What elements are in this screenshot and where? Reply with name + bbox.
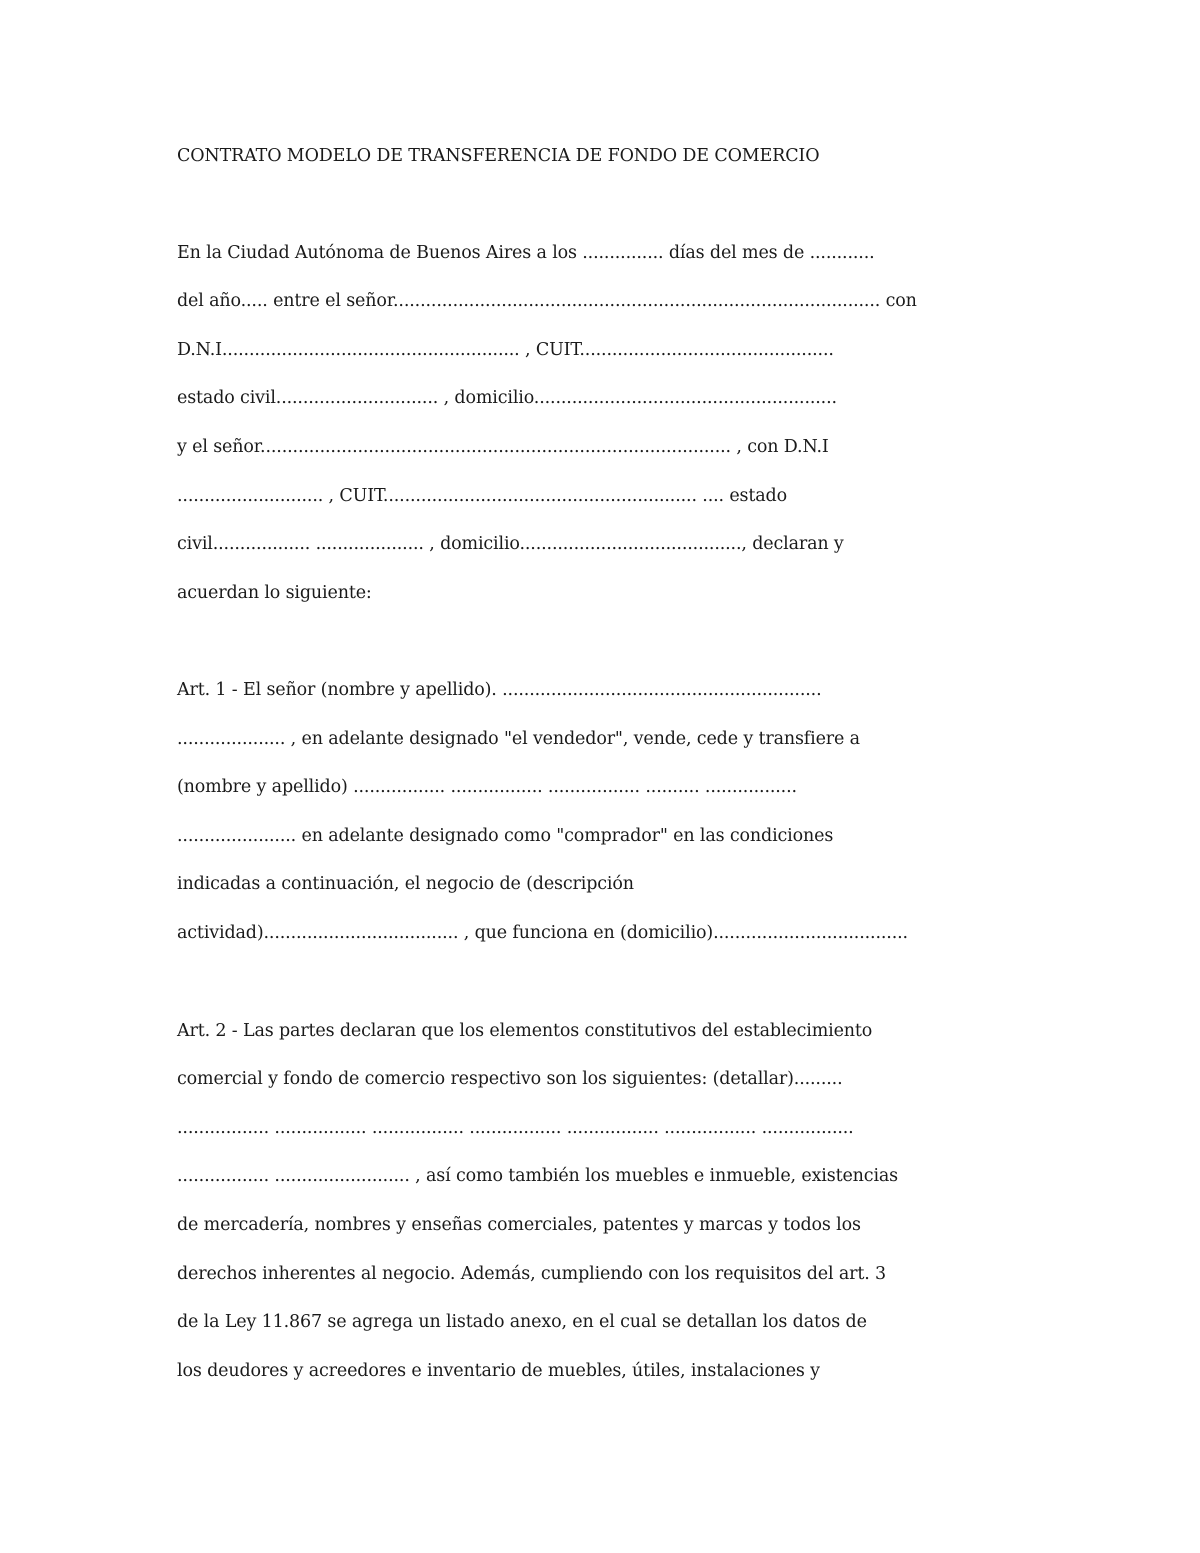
intro-line-2: del año..... entre el señor.......................................................................................... con: [177, 291, 917, 311]
article-2-line-8: los deudores y acreedores e inventario de muebles, útiles, instalaciones y: [177, 1361, 820, 1381]
article-1-line-1: Art. 1 - El señor (nombre y apellido). ...........................................................: [177, 680, 822, 700]
article-2-line-5: de mercadería, nombres y enseñas comerciales, patentes y marcas y todos los: [177, 1215, 861, 1235]
article-1-line-6: actividad).................................... , que funciona en (domicilio)....................................: [177, 923, 908, 943]
intro-line-3: D.N.I....................................................... , CUIT...............................................: [177, 340, 834, 360]
article-2-line-6: derechos inherentes al negocio. Además, cumpliendo con los requisitos del art. 3: [177, 1264, 887, 1284]
article-2-line-4: ................. ......................... , así como también los muebles e inmueble, existencias: [177, 1166, 899, 1186]
article-2-line-1: Art. 2 - Las partes declaran que los elementos constitutivos del establecimiento: [177, 1021, 873, 1041]
intro-line-8: acuerdan lo siguiente:: [177, 583, 372, 603]
intro-line-1: En la Ciudad Autónoma de Buenos Aires a los ............... días del mes de ............: [177, 243, 875, 263]
intro-line-5: y el señor....................................................................................... , con D.N.I: [177, 437, 829, 457]
article-1-line-3: (nombre y apellido) ................. ................. ................. .......... .................: [177, 777, 797, 797]
intro-line-4: estado civil.............................. , domicilio........................................................: [177, 388, 837, 408]
article-2-line-7: de la Ley 11.867 se agrega un listado anexo, en el cual se detallan los datos de: [177, 1312, 867, 1332]
article-2-line-2: comercial y fondo de comercio respectivo son los siguientes: (detallar).........: [177, 1069, 843, 1089]
article-2-line-3: ................. ................. ................. ................. ................. ................. .................: [177, 1118, 854, 1138]
intro-line-6: ........................... , CUIT.......................................................... .... estado: [177, 486, 787, 506]
article-1-line-5: indicadas a continuación, el negocio de (descripción: [177, 874, 634, 894]
article-1-line-2: .................... , en adelante designado "el vendedor", vende, cede y transfiere a: [177, 729, 860, 749]
document-title: CONTRATO MODELO DE TRANSFERENCIA DE FONDO DE COMERCIO: [177, 146, 820, 166]
article-1-line-4: ...................... en adelante designado como "comprador" en las condiciones: [177, 826, 834, 846]
intro-line-7: civil.................. .................... , domicilio........................................., declaran y: [177, 534, 844, 554]
